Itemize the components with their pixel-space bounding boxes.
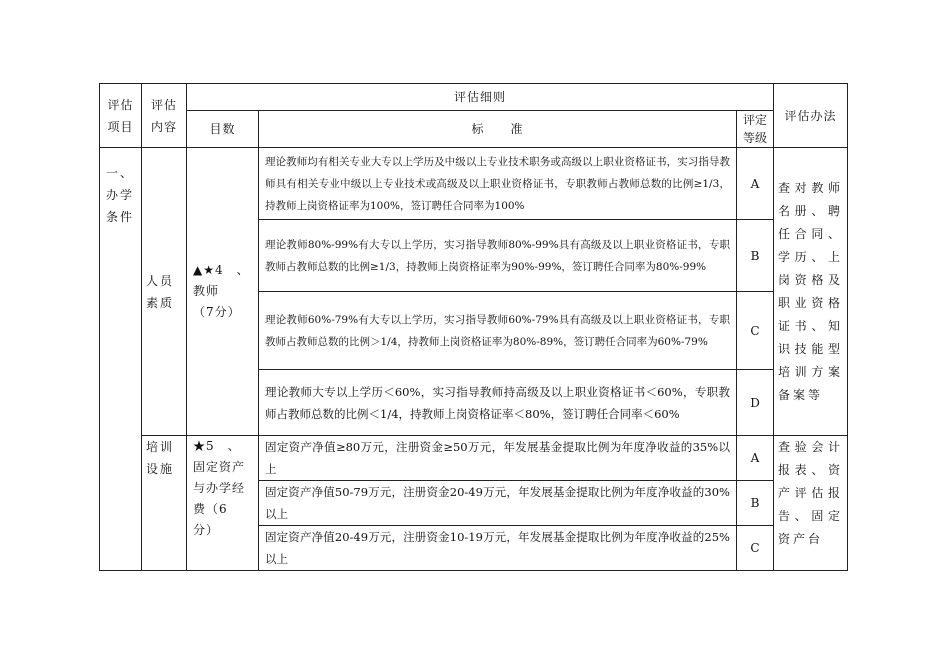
group-method-staff: 查对教师名册、聘任合同、学历、上岗资格及职业资格证书、知识技能型培训方案备案等 bbox=[774, 148, 848, 436]
grade-cell: C bbox=[737, 292, 774, 370]
grade-cell: B bbox=[737, 220, 774, 292]
header-grade: 评定 等级 bbox=[737, 111, 774, 148]
grade-cell: A bbox=[737, 148, 774, 220]
standard-row: 理论教师均有相关专业大专以上学历及中级以上专业技术职务或高级以上职业资格证书，实习指导教师具有相关专业中级以上专业技术或高级及以上职业资格证书，专职教师占教师总数的比例≥1/3，持教师上岗资格证率为100%，签订聘任合同率为100% bbox=[259, 148, 737, 220]
header-standard: 标 准 bbox=[259, 111, 737, 148]
grade-cell: B bbox=[737, 481, 774, 526]
standard-row: 理论教师大专以上学历＜60%，实习指导教师持高级及以上职业资格证书＜60%，专职教师占教师总数的比例＜1/4，持教师上岗资格证率＜80%，签订聘任合同率＜60% bbox=[259, 370, 737, 436]
header-score-item: 目数 bbox=[187, 111, 259, 148]
standard-row: 固定资产净值≥80万元，注册资金≥50万元，年发展基金提取比例为年度净收益的35%以上 bbox=[259, 436, 737, 481]
header-content: 评估 内容 bbox=[142, 84, 187, 148]
section-title: 一、 办学 条件 bbox=[100, 148, 142, 571]
group-content-staff: 人员 素质 bbox=[142, 148, 187, 436]
standard-row: 固定资产净值20-49万元，注册资金10-19万元，年发展基金提取比例为年度净收益的25%以上 bbox=[259, 526, 737, 571]
header-item: 评估 项目 bbox=[100, 84, 142, 148]
header-detail: 评估细则 bbox=[187, 84, 774, 111]
grade-cell: C bbox=[737, 526, 774, 571]
group-score-item-facilities: ★5 、 固定资产与办学经费（6 分） bbox=[187, 436, 259, 571]
evaluation-table bbox=[99, 83, 848, 571]
group-content-facilities: 培训 设施 bbox=[142, 436, 187, 571]
standard-row: 理论教师60%-79%有大专以上学历，实习指导教师60%-79%具有高级及以上职业资格证书，专职教师占教师总数的比例＞1/4，持教师上岗资格证率为80%-89%，签订聘任合同率为60%-79% bbox=[259, 292, 737, 370]
standard-row: 固定资产净值50-79万元，注册资金20-49万元，年发展基金提取比例为年度净收益的30%以上 bbox=[259, 481, 737, 526]
standard-row: 理论教师80%-99%有大专以上学历，实习指导教师80%-99%具有高级及以上职业资格证书，专职教师占教师总数的比例≥1/3，持教师上岗资格证率为90%-99%，签订聘任合同率为80%-99% bbox=[259, 220, 737, 292]
group-score-item-staff: ▲★4 、 教师 （7分） bbox=[187, 148, 259, 436]
header-method: 评估办法 bbox=[774, 84, 848, 148]
grade-cell: D bbox=[737, 370, 774, 436]
grade-cell: A bbox=[737, 436, 774, 481]
group-method-facilities: 查验会计报表、资产评估报告、固定资产台 bbox=[774, 436, 848, 571]
